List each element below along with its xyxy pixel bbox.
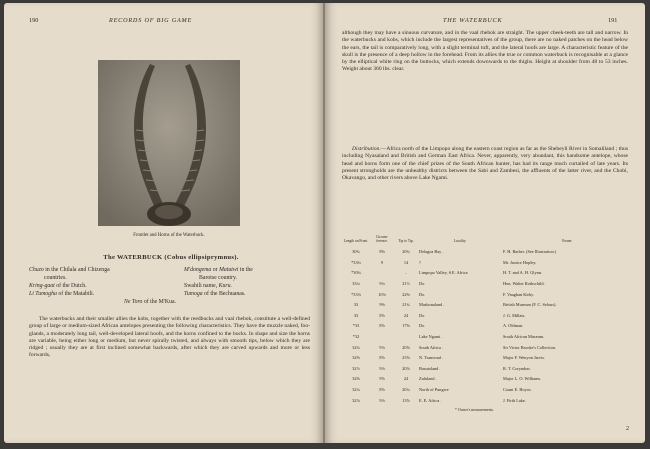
cell-locality: Do. xyxy=(419,280,426,286)
left-page-number: 190 xyxy=(29,17,39,24)
table-row xyxy=(342,278,632,289)
cell-locality: Zululand . xyxy=(419,376,437,382)
cell-circumference: 8⅞ xyxy=(379,386,385,392)
cell-tip-to-tip: 21¾ xyxy=(402,302,410,308)
cell-owner: Hon. Walter Rothschild. xyxy=(503,280,545,286)
table-row xyxy=(342,331,632,342)
cell-length: 32¾ xyxy=(352,344,360,350)
cell-tip-to-tip: 24 xyxy=(403,312,409,318)
cell-owner: H. T. and A. H. Glynn. xyxy=(503,270,542,276)
cell-owner: Sir Victor Brooke's Collection. xyxy=(503,344,556,350)
body-paragraph-left: The waterbucks and their smaller allies the kobs, together with the reedbucks and vaal rhebok, constitute a well-defined group of large or medium-sized African antelopes presenting the following characteristics. They have the muzzle naked, foo-glands, a moderately long tail, well-developed lateral hoofs, and the horns confined to the bucks. In shape and size the horns are variable, being either long or medium, but never spirally twisted, and always with smooth tips, below which they are ridged ; usually they are at first inclined somewhat backwards, after which they are carved upwards and more or less forwards, xyxy=(29,316,310,359)
cell-locality: North of Pungwe xyxy=(419,386,449,392)
cell-owner: Mr. Justice Hopley. xyxy=(503,259,537,265)
local-name-line-3: Kring-gaat of the Dutch. xyxy=(29,283,87,289)
table-row xyxy=(342,342,632,353)
local-name-line-4b: Tumoga of the Bechuanas. xyxy=(184,291,246,297)
cell-tip-to-tip: 17⅝ xyxy=(402,323,410,329)
cell-circumference: 8⅞ xyxy=(379,355,385,361)
cell-length: 33 xyxy=(353,302,359,308)
cell-circumference: 9⅛ xyxy=(379,365,385,371)
cell-circumference xyxy=(370,331,394,342)
col-header-locality: Locality. xyxy=(453,239,467,244)
cell-length: *33¾ xyxy=(351,259,361,265)
local-name-line-4: Li Tumogha of the Matabili. xyxy=(29,291,95,297)
table-row xyxy=(342,374,632,385)
cell-locality: N. Transvaal . xyxy=(419,355,444,361)
local-name-line-2: countries. xyxy=(44,275,67,281)
local-name-line-5: Ne Toro of the M'Kua. xyxy=(124,299,176,305)
cell-tip-to-tip: 21½ xyxy=(402,280,410,286)
table-row xyxy=(342,257,632,268)
cell-tip-to-tip: 20⅞ xyxy=(402,344,410,350)
table-body xyxy=(342,246,632,405)
table-row xyxy=(342,310,632,321)
cell-circumference: 10⅛ xyxy=(378,291,386,297)
table-row xyxy=(342,363,632,374)
cell-locality: E. E. Africa . xyxy=(419,397,442,403)
col-header-length: Length on Front. xyxy=(343,239,369,244)
cell-circumference xyxy=(370,268,394,279)
cell-length: 32⅛ xyxy=(352,397,360,403)
cell-circumference: 9⅞ xyxy=(379,376,385,382)
right-page xyxy=(325,3,645,443)
cell-length: 32¼ xyxy=(352,386,360,392)
cell-circumference: 8⅞ xyxy=(379,323,385,329)
cell-circumference: 8⅝ xyxy=(379,249,385,255)
cell-tip-to-tip xyxy=(394,331,418,342)
local-name-line-3b: Swahili name, Kuru. xyxy=(184,283,232,289)
table-row xyxy=(342,321,632,332)
cell-length: 32⅝ xyxy=(352,355,360,361)
distribution-text: —Africa north of the Limpopo along the eastern coast region as far as the Shebeyli River in Somaliland ; thus including Nyasaland and British and German East Africa. Never, apparently, very abundant, this handsome antelope, whose head and horns form one of the chief prizes of the South African hunter, has had its range much curtailed of late years. Its present strongholds are the unhealthy districts between the Sabi and Zambesi, the affluents of the latter river, and the Chobi, Okavango, and other rivers above Lake Ngami. xyxy=(342,146,628,182)
cell-locality: Do. xyxy=(419,312,426,318)
cell-owner: A. Oldman. xyxy=(503,323,524,329)
cell-length: 32½ xyxy=(352,365,360,371)
cell-locality: ? xyxy=(419,259,421,265)
cell-owner: F. Vaughan Kirby. xyxy=(503,291,535,297)
cell-locality: Lake Ngami . xyxy=(419,333,443,339)
table-row xyxy=(342,352,632,363)
cell-tip-to-tip: 23⅞ xyxy=(402,355,410,361)
cell-owner: British Museum (F. C. Selous). xyxy=(503,302,557,308)
cell-length: 32⅜ xyxy=(352,376,360,382)
cell-length: 33¼ xyxy=(352,280,360,286)
cell-owner: Count E. Hoyos. xyxy=(503,386,532,392)
cell-tip-to-tip: 24 xyxy=(403,376,409,382)
cell-circumference: 9¼ xyxy=(379,280,385,286)
table-row xyxy=(342,299,632,310)
footnote: * Owner's measurements. xyxy=(455,408,494,412)
right-page-number: 191 xyxy=(608,17,618,24)
cell-tip-to-tip: 22⅝ xyxy=(402,291,410,297)
cell-length: *30¾ xyxy=(351,270,361,276)
distribution-label: Distribution. xyxy=(352,146,381,152)
cell-circumference: 9⅛ xyxy=(379,344,385,350)
cell-tip-to-tip: 13⅞ xyxy=(402,397,410,403)
cell-owner: F. H. Barber. (See Illustration.) xyxy=(503,249,557,255)
local-name-line-1b: M'dongema or Matutwi in the xyxy=(184,267,253,273)
col-header-owner: Owner. xyxy=(561,239,573,244)
cell-tip-to-tip: 20¼ xyxy=(402,386,410,392)
horns-illustration xyxy=(98,60,240,226)
cell-locality: South Africa . xyxy=(419,344,443,350)
table-header-row xyxy=(342,235,632,246)
cell-owner: J. Firth Lake. xyxy=(503,397,526,403)
cell-length: *33 xyxy=(352,323,360,329)
distribution-paragraph xyxy=(342,146,628,182)
cell-owner: J. G. Millais. xyxy=(503,312,526,318)
horn-records-table xyxy=(342,235,632,405)
figure-caption: Frontlet and Horns of the Waterbuck. xyxy=(133,233,205,238)
local-name-line-2b: Barotse country. xyxy=(199,275,237,281)
right-running-head: THE WATERBUCK xyxy=(443,17,503,24)
table-row xyxy=(342,395,632,406)
cell-length: 30¾ xyxy=(352,249,360,255)
body-paragraph-right: although they may have a sinuous curvature, and in the vaal rhebok are straight. The upper cheek-teeth are tall and narrow. In the waterbucks and kobs, which include the largest representatives of the group, there are no naked patches on the head below the ears, the tail is comparatively long, with a slight terminal tuft, and the lateral hoofs are large. A characteristic feature of the skull is the presence of a deep hollow in the forehead. From its allies the true or common waterbuck is recognisable at a glance by the elliptical white ring on the buttocks, which extends downwards to the thighs. Height at shoulder from 48 to 53 inches. Weight about 360 lbs. clear. xyxy=(342,30,628,73)
cell-tip-to-tip: .. xyxy=(404,270,408,276)
cell-owner: Major F. Wenyon Jarvis. xyxy=(503,355,546,361)
left-page xyxy=(4,3,323,443)
table-row xyxy=(342,384,632,395)
cell-circumference: 9⅜ xyxy=(379,302,385,308)
col-header-tip-to-tip: Tip to Tip. xyxy=(398,239,414,244)
cell-tip-to-tip: 14 xyxy=(403,259,409,265)
cell-locality: Mashonaland . xyxy=(419,302,445,308)
cell-locality: Do. xyxy=(419,323,426,329)
cell-locality: Limpopo Valley, S.E. Africa xyxy=(419,270,468,276)
local-name-line-1: Chuzo in the Chilala and Chizenga xyxy=(29,267,110,273)
cell-locality: Basutoland . xyxy=(419,365,441,371)
cell-owner: South African Museum. xyxy=(503,333,545,339)
table-row xyxy=(342,246,632,257)
species-heading: The WATERBUCK (Cobus ellipsiprymnus). xyxy=(103,254,239,261)
cell-locality: Do. xyxy=(419,291,426,297)
cell-circumference: 9 xyxy=(380,259,384,265)
signature-mark: 2 xyxy=(626,426,629,432)
waterbuck-horns-photo xyxy=(98,60,240,226)
cell-tip-to-tip: 20¾ xyxy=(402,249,410,255)
table-row xyxy=(342,268,632,279)
cell-length: *32 xyxy=(352,333,360,339)
cell-tip-to-tip: 20⅛ xyxy=(402,365,410,371)
cell-length: *33⅛ xyxy=(351,291,361,297)
left-running-head: RECORDS OF BIG GAME xyxy=(109,17,193,24)
col-header-circumference: Circum-ference. xyxy=(376,235,388,244)
cell-owner: R. T. Coryndon. xyxy=(503,365,531,371)
cell-owner: Major L. O. Williams. xyxy=(503,376,542,382)
table-row xyxy=(342,289,632,300)
cell-length: 33 xyxy=(353,312,359,318)
cell-circumference: 8⅞ xyxy=(379,312,385,318)
cell-circumference: 9⅛ xyxy=(379,397,385,403)
cell-locality: Delagoa Bay . xyxy=(419,249,444,255)
